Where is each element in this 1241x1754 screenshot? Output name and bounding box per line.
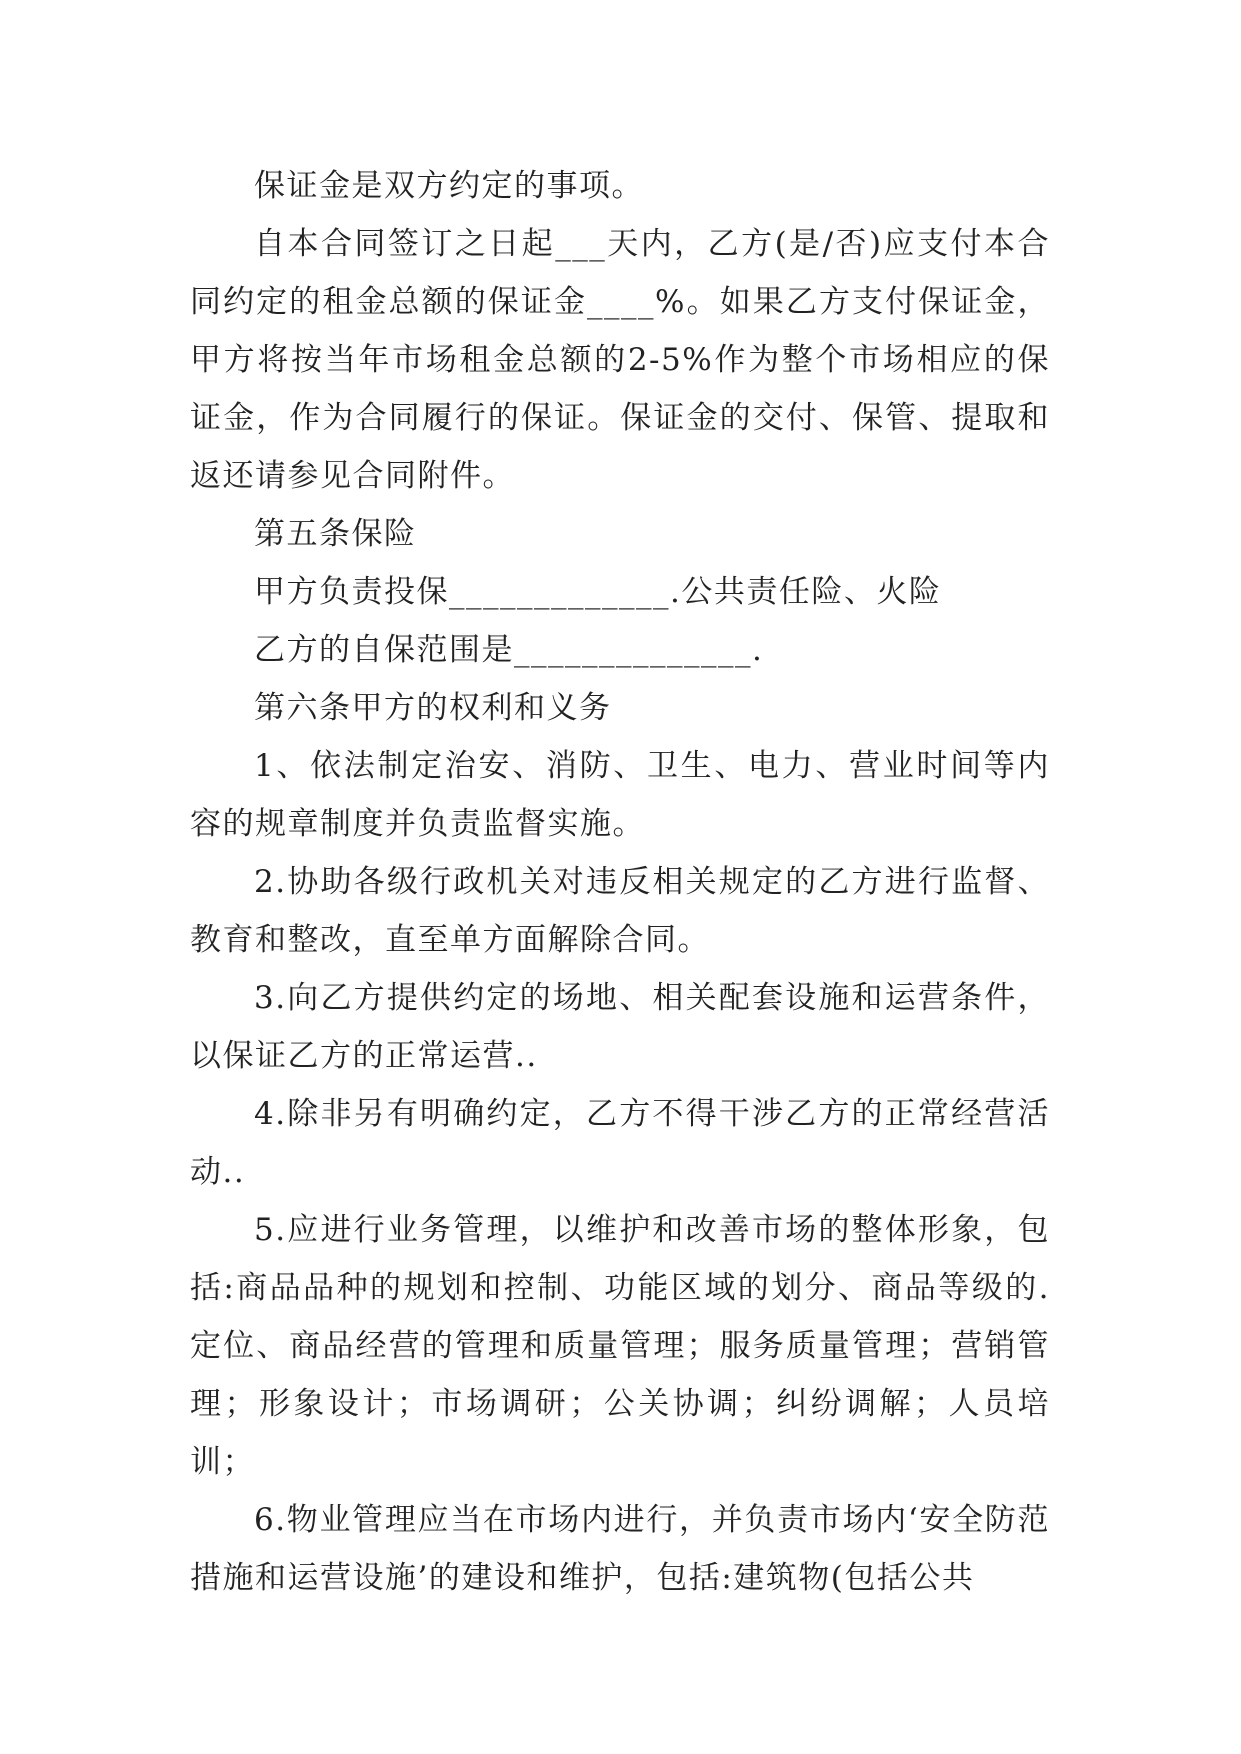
- list-item: 6.物业管理应当在市场内进行，并负责市场内‘安全防范措施和运营设施’的建设和维护，包括:建筑物(包括公共: [190, 1502, 1050, 1596]
- paragraph-deposit-terms: 自本合同签订之日起___天内，乙方(是/否)应支付本合同约定的租金总额的保证金____%。如果乙方支付保证金，甲方将按当年市场租金总额的2-5%作为整个市场相应的保证金，作为合同履行的保证。保证金的交付、保管、提取和返还请参见合同附件。: [190, 226, 1050, 494]
- paragraph-party-b-insurance: 乙方的自保范围是______________.: [254, 632, 764, 668]
- list-item: 3.向乙方提供约定的场地、相关配套设施和运营条件，以保证乙方的正常运营..: [190, 980, 1050, 1074]
- document-body: [190, 157, 1050, 1607]
- paragraph-party-a-insurance: 甲方负责投保_____________.公共责任险、火险: [254, 574, 942, 610]
- list-item: 5.应进行业务管理，以维护和改善市场的整体形象，包括:商品品种的规划和控制、功能区域的划分、商品等级的.定位、商品经营的管理和质量管理；服务质量管理；营销管理；形象设计；市场调研；公关协调；纠纷调解；人员培训；: [190, 1212, 1050, 1480]
- list-item: 4.除非另有明确约定，乙方不得干涉乙方的正常经营活动..: [190, 1096, 1050, 1190]
- section-heading-insurance: 第五条保险: [254, 516, 417, 552]
- list-item: 1、依法制定治安、消防、卫生、电力、营业时间等内容的规章制度并负责监督实施。: [190, 748, 1050, 842]
- list-item: 2.协助各级行政机关对违反相关规定的乙方进行监督、教育和整改，直至单方面解除合同。: [190, 864, 1050, 958]
- section-heading-party-a-rights: 第六条甲方的权利和义务: [254, 690, 612, 726]
- paragraph-deposit-intro: 保证金是双方约定的事项。: [254, 168, 644, 204]
